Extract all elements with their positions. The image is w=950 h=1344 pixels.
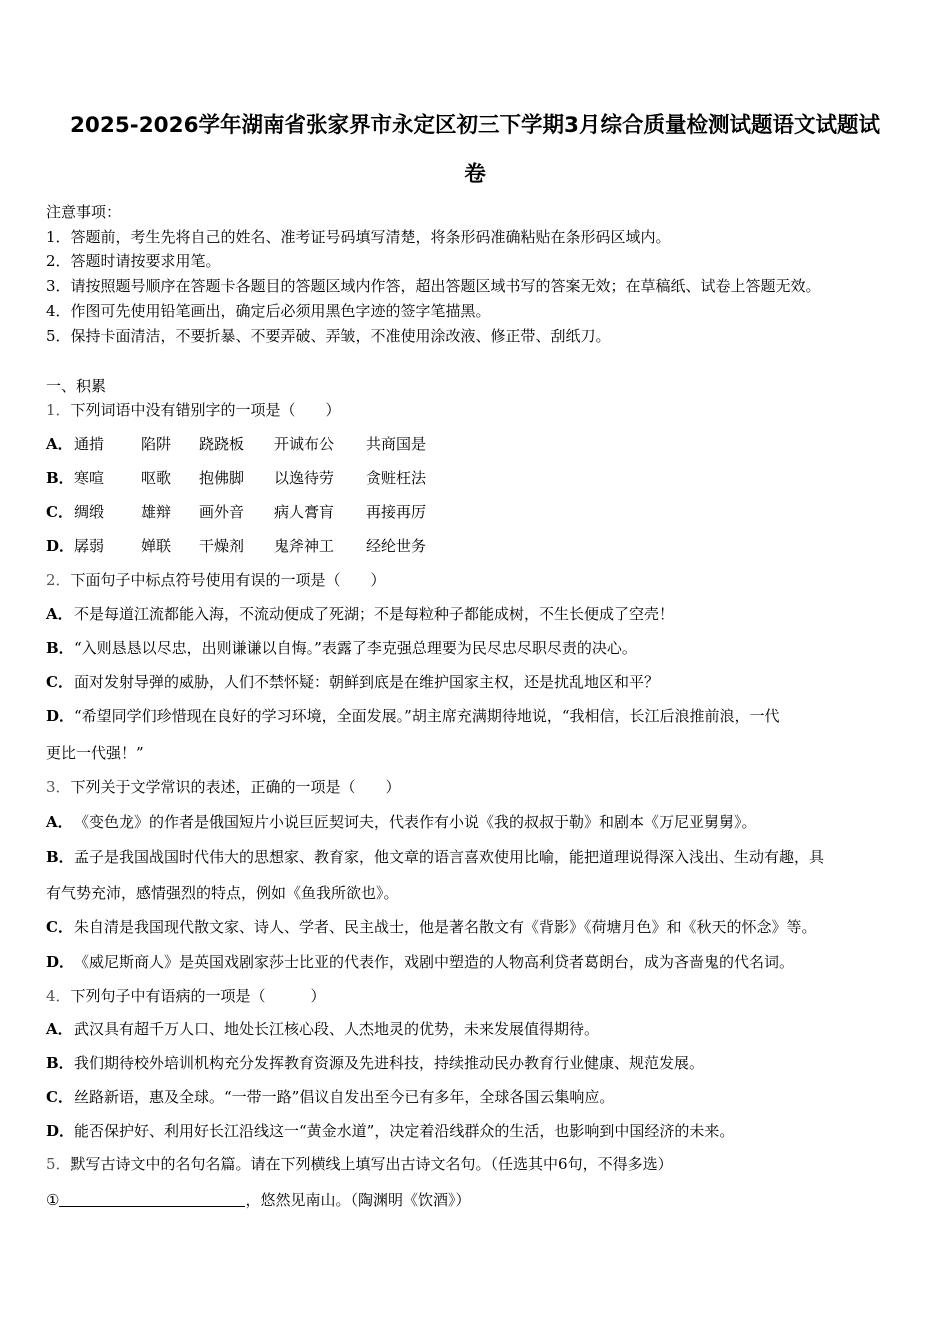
question-stem: 下列句子中有语病的一项是（ ）	[70, 987, 326, 1005]
option-letter: A．	[46, 605, 73, 623]
notice-item-2: 2．答题时请按要求用笔。	[46, 252, 221, 270]
notice-item-1: 1．答题前，考生先将自己的姓名、准考证号码填写清楚，将条形码准确粘贴在条形码区域内。	[46, 228, 671, 246]
question-stem: 下列关于文学常识的表述，正确的一项是（ ）	[70, 778, 401, 796]
question-2-option-c[interactable]	[46, 671, 659, 693]
option-word: 共商国是	[366, 435, 427, 453]
option-letter: C．	[46, 503, 73, 521]
option-text: 不是每道江流都能入海，不流动便成了死湖；不是每粒种子都能成树，不生长便成了空壳！	[74, 605, 675, 623]
option-word: 通掯	[74, 435, 105, 453]
question-4-stem	[46, 985, 326, 1007]
question-stem: 下列词语中没有错别字的一项是（ ）	[70, 401, 341, 419]
question-number: 1．	[46, 401, 71, 419]
option-word: 干燥剂	[199, 537, 245, 555]
option-text: “入则恳恳以尽忠，出则谦谦以自悔。”表露了李克强总理要为民尽忠尽职尽责的决心。	[74, 639, 637, 657]
option-letter: C．	[46, 918, 73, 936]
question-stem: 默写古诗文中的名句名篇。请在下列横线上填写出古诗文名句。（任选其中6句，不得多选）	[70, 1155, 673, 1173]
notice-item-4: 4．作图可先使用铅笔画出，确定后必须用黑色字迹的签字笔描黑。	[46, 302, 491, 320]
option-text: 丝路新语，惠及全球。“一带一路”倡议自发出至今已有多年，全球各国云集响应。	[74, 1088, 615, 1106]
option-letter: B．	[46, 639, 74, 657]
option-word: 跷跷板	[199, 435, 245, 453]
option-word: 以逸待劳	[274, 469, 335, 487]
question-3-option-c[interactable]	[46, 916, 817, 938]
option-text: 面对发射导弹的威胁，人们不禁怀疑：朝鲜到底是在维护国家主权，还是扰乱地区和平？	[74, 673, 660, 691]
option-word: 雄辩	[141, 503, 172, 521]
section-heading: 一、积累	[46, 377, 107, 395]
exam-title-line1: 2025-2026学年湖南省张家界市永定区初三下学期3月综合质量检测试题语文试题试	[69, 113, 881, 138]
question-1-option-c[interactable]	[46, 501, 426, 523]
option-word: 寒喧	[74, 469, 105, 487]
exam-title-line2: 卷	[464, 162, 486, 187]
question-3-stem	[46, 776, 401, 798]
answer-blank[interactable]	[59, 1190, 245, 1207]
question-2-stem	[46, 569, 386, 591]
notice-item-3: 3．请按照题号顺序在答题卡各题目的答题区域内作答，超出答题区域书写的答案无效；在草稿纸、试卷上答题无效。	[46, 277, 821, 295]
option-word: 病人膏肓	[274, 503, 335, 521]
item-text: ，悠然见南山。（陶渊明《饮酒》）	[245, 1191, 471, 1209]
question-1-stem	[46, 399, 341, 421]
question-4-option-a[interactable]	[46, 1018, 599, 1040]
option-word: 婵联	[141, 537, 172, 555]
option-letter: B．	[46, 469, 74, 487]
question-number: 4．	[46, 987, 71, 1005]
option-word: 鬼斧神工	[274, 537, 335, 555]
option-word: 贪赃枉法	[366, 469, 427, 487]
option-word: 画外音	[199, 503, 245, 521]
option-text: 孟子是我国战国时代伟大的思想家、教育家，他文章的语言喜欢使用比喻，能把道理说得深入浅出、生动有趣，具	[74, 848, 825, 866]
item-marker: ①	[46, 1191, 60, 1209]
question-number: 3．	[46, 778, 71, 796]
option-word: 孱弱	[74, 537, 105, 555]
option-text: “希望同学们珍惜现在良好的学习环境，全面发展。”胡主席充满期待地说，“我相信，长江后浪推前浪，一代	[74, 707, 780, 725]
question-2-option-d[interactable]	[46, 705, 780, 727]
option-letter: D．	[46, 953, 75, 971]
question-4-option-b[interactable]	[46, 1052, 704, 1074]
question-3-option-b-continued: 有气势充沛，感情强烈的特点，例如《鱼我所欲也》。	[46, 884, 399, 902]
option-letter: A．	[46, 813, 73, 831]
option-letter: B．	[46, 1054, 74, 1072]
option-letter: D．	[46, 707, 75, 725]
question-4-option-d[interactable]	[46, 1120, 734, 1142]
notice-item-5: 5．保持卡面清洁，不要折暴、不要弄破、弄皱，不准使用涂改液、修正带、刮纸刀。	[46, 327, 611, 345]
option-letter: A．	[46, 1020, 73, 1038]
option-word: 经纶世务	[366, 537, 427, 555]
question-number: 2．	[46, 571, 71, 589]
option-word: 陷阱	[141, 435, 172, 453]
question-2-option-b[interactable]	[46, 637, 637, 659]
option-text: 武汉具有超千万人口、地处长江核心段、人杰地灵的优势，未来发展值得期待。	[74, 1020, 600, 1038]
option-text: 朱自清是我国现代散文家、诗人、学者、民主战士，他是著名散文有《背影》《荷塘月色》和《秋天的怀念》等。	[74, 918, 817, 936]
question-2-option-a[interactable]	[46, 603, 674, 625]
question-4-option-c[interactable]	[46, 1086, 614, 1108]
question-3-option-a[interactable]	[46, 811, 757, 833]
option-letter: B．	[46, 848, 74, 866]
option-word: 开诚布公	[274, 435, 335, 453]
option-letter: A．	[46, 435, 73, 453]
option-text: 《威尼斯商人》是英国戏剧家莎士比亚的代表作，戏剧中塑造的人物高利贷者葛朗台，成为吝啬鬼的代名词。	[74, 953, 795, 971]
option-word: 绸缎	[74, 503, 105, 521]
option-text: 我们期待校外培训机构充分发挥教育资源及先进科技，持续推动民办教育行业健康、规范发展。	[74, 1054, 705, 1072]
question-1-option-a[interactable]	[46, 433, 426, 455]
question-5-item-1	[46, 1189, 470, 1211]
option-text: 《变色龙》的作者是俄国短片小说巨匠契诃夫，代表作有小说《我的叔叔于勒》和剧本《万尼亚舅舅》。	[74, 813, 757, 831]
option-text: 能否保护好、利用好长江沿线这一“黄金水道”，决定着沿线群众的生活，也影响到中国经济的未来。	[74, 1122, 735, 1140]
question-1-option-d[interactable]	[46, 535, 426, 557]
question-stem: 下面句子中标点符号使用有误的一项是（ ）	[70, 571, 386, 589]
question-3-option-d[interactable]	[46, 951, 794, 973]
option-letter: C．	[46, 673, 73, 691]
question-2-option-d-continued: 更比一代强！”	[46, 744, 144, 762]
question-3-option-b[interactable]	[46, 846, 824, 868]
option-letter: C．	[46, 1088, 73, 1106]
notice-heading: 注意事项：	[46, 203, 122, 221]
option-letter: D．	[46, 537, 75, 555]
option-letter: D．	[46, 1122, 75, 1140]
option-word: 呕歌	[141, 469, 172, 487]
question-5-stem	[46, 1153, 673, 1175]
question-number: 5．	[46, 1155, 71, 1173]
option-word: 抱佛脚	[199, 469, 245, 487]
option-word: 再接再厉	[366, 503, 427, 521]
question-1-option-b[interactable]	[46, 467, 426, 489]
